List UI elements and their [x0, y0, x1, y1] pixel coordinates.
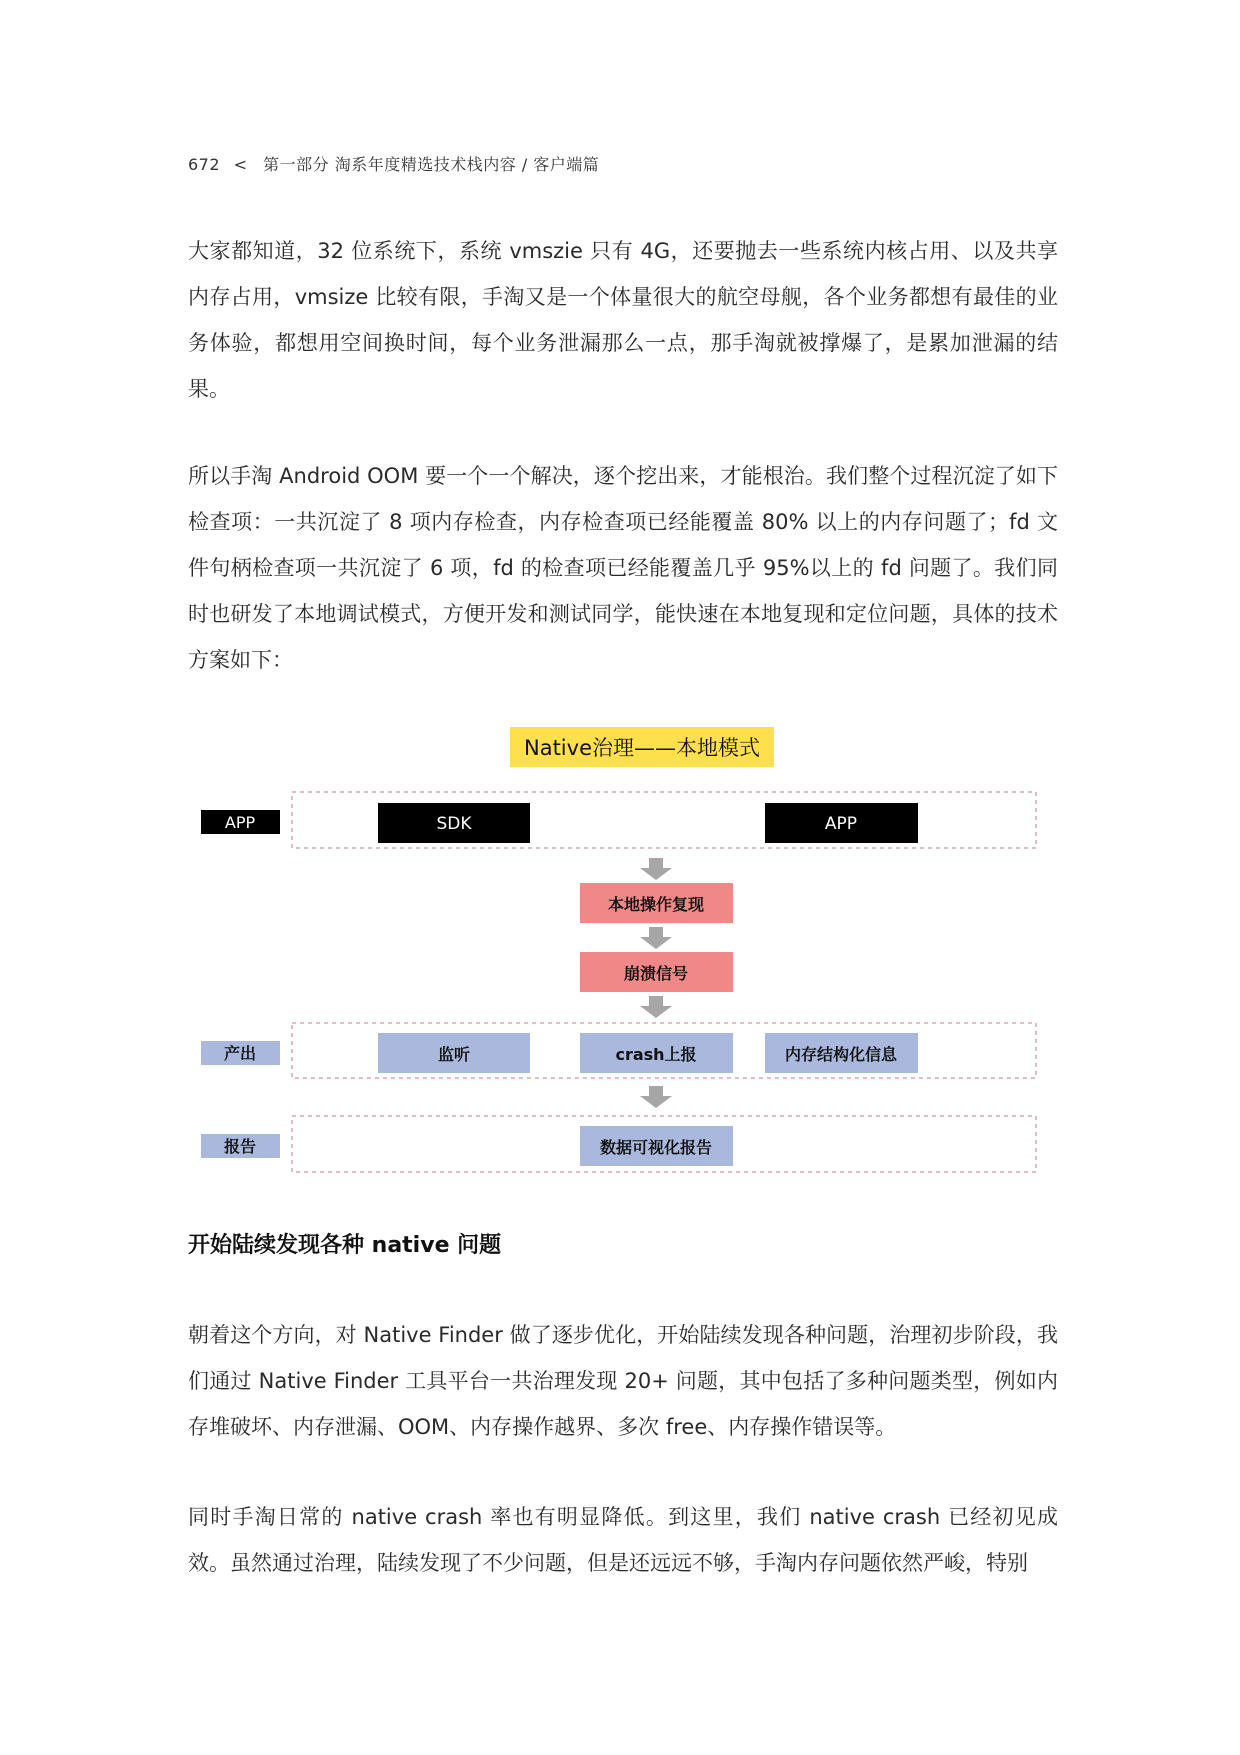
row-label-output: 产出	[223, 1044, 257, 1063]
flow-arrow	[640, 927, 672, 949]
flow-arrow	[640, 858, 672, 880]
section-heading: 开始陆续发现各种 native 问题	[188, 1233, 502, 1258]
app-label: APP	[824, 814, 858, 834]
diagram-title: Native治理——本地模式	[524, 736, 760, 760]
crash-report-label: crash上报	[615, 1045, 697, 1064]
sdk-label: SDK	[436, 814, 472, 834]
monitor-label: 监听	[437, 1045, 471, 1064]
crash-signal-label: 崩溃信号	[623, 964, 689, 983]
section-title: 第一部分 淘系年度精选技术栈内容 / 客户端篇	[263, 155, 600, 174]
paragraph-1: 大家都知道，32 位系统下，系统 vmszie 只有 4G，还要抛去一些系统内核占用、以及共享内存占用，vmsize 比较有限，手淘又是一个体量很大的航空母舰，各个业务都想有最佳的业务体验，都想用空间换时间，每个业务泄漏那么一点，那手淘就被撑爆了，是累加泄漏的结果。	[188, 239, 1058, 401]
row-label-app: APP	[224, 813, 256, 832]
memory-info-label: 内存结构化信息	[784, 1045, 898, 1064]
flow-arrow	[640, 996, 672, 1018]
visual-report-label: 数据可视化报告	[599, 1138, 713, 1157]
paragraph-2: 所以手淘 Android OOM 要一个一个解决，逐个挖出来，才能根治。我们整个过程沉淀了如下检查项：一共沉淀了 8 项内存检查，内存检查项已经能覆盖 80% 以上的内存问题了；fd 文件句柄检查项一共沉淀了 6 项，fd 的检查项已经能覆盖几乎 95%以上的 fd 问题了。我们同时也研发了本地调试模式，方便开发和测试同学，能快速在本地复现和定位问题，具体的技术方案如下：	[188, 464, 1058, 672]
page-number: 672	[188, 155, 221, 174]
paragraph-4: 同时手淘日常的 native crash 率也有明显降低。到这里，我们 native crash 已经初见成效。虽然通过治理，陆续发现了不少问题，但是还远远不够，手淘内存问题依然严峻，特别	[188, 1505, 1058, 1575]
row-label-report: 报告	[223, 1137, 257, 1156]
nav-chevron-icon: <	[233, 155, 248, 174]
local-replay-label: 本地操作复现	[607, 895, 705, 914]
flow-arrow	[640, 1086, 672, 1108]
paragraph-3: 朝着这个方向，对 Native Finder 做了逐步优化，开始陆续发现各种问题，治理初步阶段，我们通过 Native Finder 工具平台一共治理发现 20+ 问题，其中包括了多种问题类型，例如内存堆破坏、内存泄漏、OOM、内存操作越界、多次 free、内存操作错误等。	[188, 1323, 1058, 1439]
